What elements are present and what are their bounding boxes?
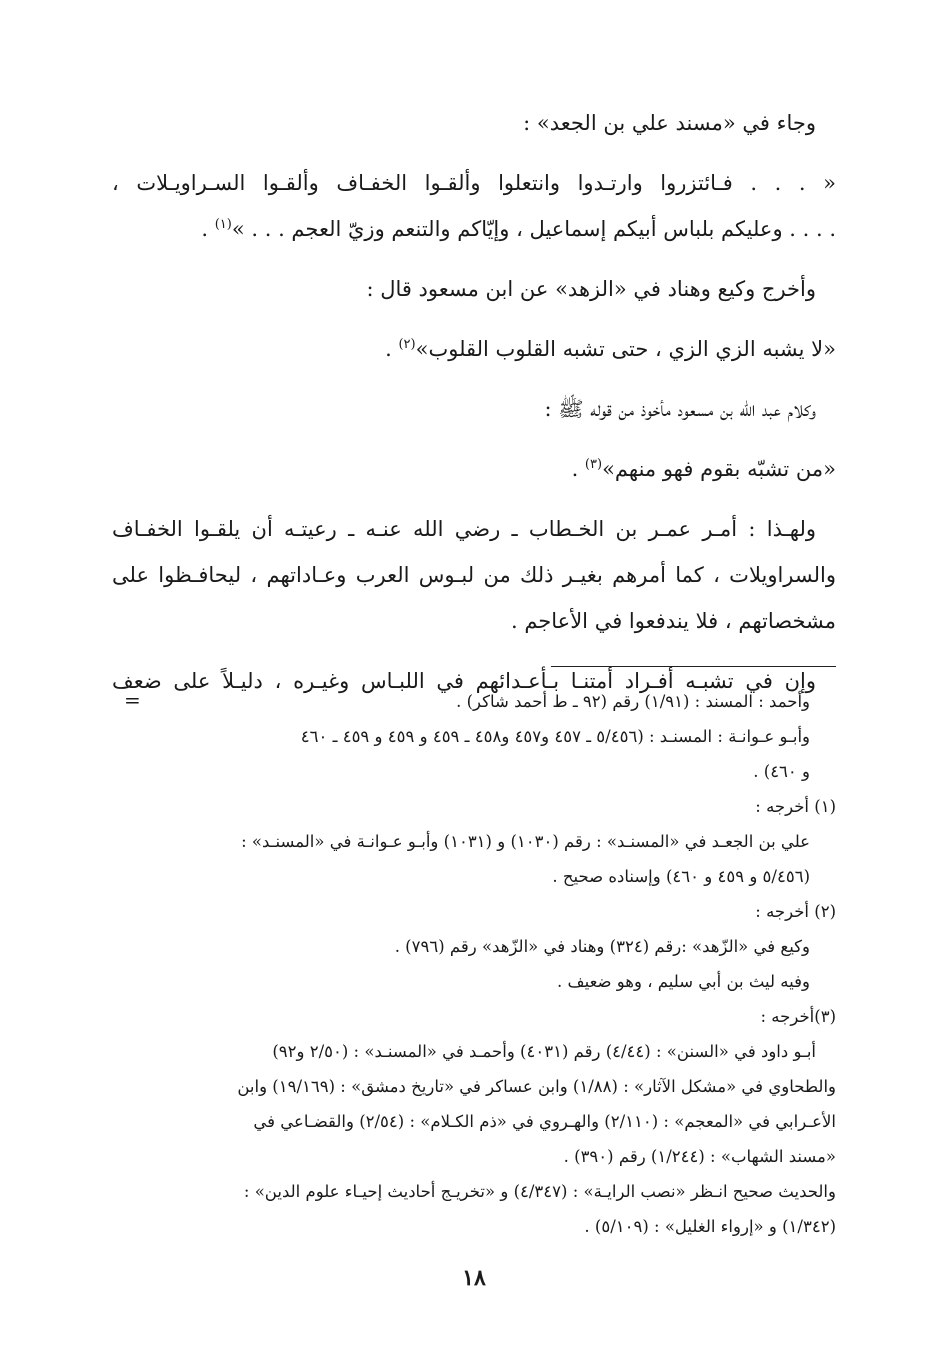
paragraph-text: مشخصاتهم ، فلا يندفعوا في الأعاجم . (510, 609, 836, 633)
footnote-line: «مسند الشهاب» : (١/٢٤٤) رقم (٣٩٠) . (563, 1147, 836, 1166)
footnote-ref: (٢) (398, 337, 416, 352)
quote-line (112, 326, 836, 372)
paragraph-text: وجاء في «مسند علي بن الجعد» : (523, 111, 816, 135)
quote-text: «لا يشبه الزي الزي ، حتى تشبه القلوب القلوب» (415, 337, 836, 361)
quote-line (112, 446, 836, 492)
footnote-divider (551, 666, 836, 667)
paragraph-text: وأخرج وكيع وهناد في «الزهد» عن ابن مسعود قال : (366, 277, 816, 301)
footnote-line: وكيع في «الزّهد» :رقم (٣٢٤) وهناد في «الزّهد» رقم (٧٩٦) . (394, 937, 810, 956)
footnote-line: (١/٣٤٢) و «إرواء الغليل» : (٥/١٠٩) . (584, 1217, 836, 1236)
punctuation: . (201, 217, 215, 241)
footnote-line: (٥/٤٥٦ و ٤٥٩ و ٤٦٠) وإسناده صحيح . (552, 867, 810, 886)
footnote-heading: (٣)أخرجه : (760, 1007, 836, 1026)
footnote-line: وأحمد : المسند : (١/٩١) رقم (٩٢ ـ ط أحمد شاكر) . (456, 692, 810, 711)
footnote-line: وأبـو عـوانـة : المسنـد : (٥/٤٥٦ ـ ٤٥٧ و٤٥٧ و٤٥٨ ـ ٤٥٩ و ٤٥٩ و ٤٥٩ ـ ٤٦٠ (300, 727, 810, 746)
quote-line (112, 160, 836, 206)
quote-line (112, 206, 836, 252)
paragraph (112, 100, 836, 146)
footnotes (112, 684, 836, 1244)
paragraph-text: وإن في تشبـه أفـراد أمتنـا بـأعـدائهم في اللبـاس وغيـره ، دليـلاً على ضعف (112, 669, 816, 693)
continuation-mark: = (124, 688, 141, 712)
paragraph-text: ولهـذا : أمـر عمـر بن الخـطاب ـ رضي الله عنـه ـ رعيتـه أن يلقـوا الخفـاف (112, 517, 816, 541)
footnote-heading: (٢) أخرجه : (755, 902, 836, 921)
paragraph-line (112, 598, 836, 644)
footnote-line: وفيه ليث بن أبي سليم ، وهو ضعيف . (557, 972, 810, 991)
paragraph-text: وكلام عبد الله بن مسعود مأخوذ من قوله ﷺ : (544, 397, 816, 421)
footnote-heading: (١) أخرجه : (755, 797, 836, 816)
punctuation: . (571, 457, 585, 481)
footnote-line: والحديث صحيح انـظر «نصب الرايـة» : (٤/٣٤٧) و «تخريـج أحاديث إحيـاء علوم الدين» : (243, 1182, 836, 1201)
footnote-line: و ٤٦٠) . (753, 762, 810, 781)
footnote-line: أبـو داود في «السنن» : (٤/٤٤) رقم (٤٠٣١) وأحمـد في «المسنـد» : (٢/٥٠ و٩٢) (272, 1042, 816, 1061)
punctuation: . (385, 337, 399, 361)
quote-text: . . . . وعليكم بلباس أبيكم إسماعيل ، وإيّاكم والتنعم وزيّ العجم . . . » (231, 217, 836, 241)
paragraph (112, 266, 836, 312)
footnote-line: والطحاوي في «مشكل الآثار» : (١/٨٨) وابن عساكر في «تاريخ دمشق» : (١٩/١٦٩) وابن (237, 1077, 836, 1096)
main-text (112, 100, 836, 704)
paragraph-text: والسراويلات ، كما أمرهم بغيـر ذلك من لبـوس العرب وعـاداتهم ، ليحافـظوا على (112, 563, 836, 587)
footnote-line: علي بن الجعـد في «المسنـد» : رقم (١٠٣٠) و (١٠٣١) وأبـو عـوانـة في «المسنـد» : (241, 832, 810, 851)
quote-text: « . . . فـائتزروا وارتـدوا وانتعلوا وألقـوا الخفـاف وألقـوا السـراويـلات ، (112, 171, 836, 195)
page-number: ١٨ (462, 1265, 486, 1291)
footnote-line: الأعـرابي في «المعجم» : (٢/١١٠) والهـروي في «ذم الكـلام» : (٢/٥٤) والقضـاعي في (253, 1112, 836, 1131)
paragraph-line (112, 552, 836, 598)
footnote-ref: (٣) (584, 457, 603, 472)
footnote-ref: (١) (214, 217, 232, 232)
quote-text: «من تشبّه بقوم فهو منهم» (602, 457, 836, 481)
paragraph-line (112, 506, 836, 552)
paragraph (112, 386, 836, 432)
